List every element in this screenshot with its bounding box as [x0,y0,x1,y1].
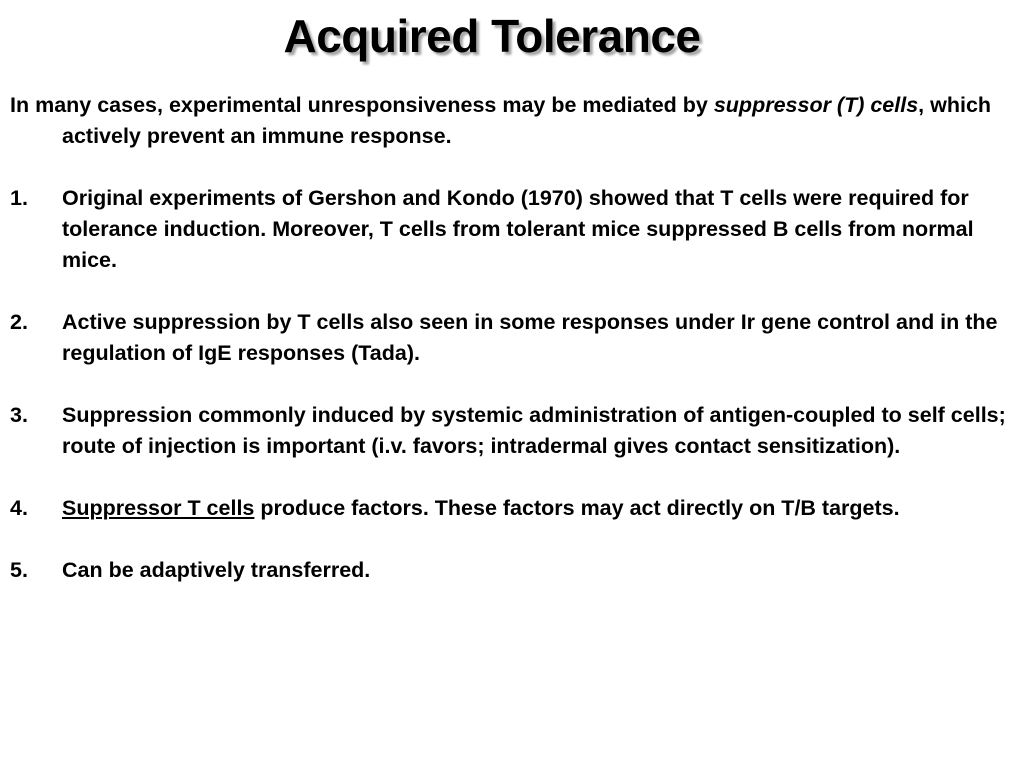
list-item [10,555,1015,586]
list-item-number: 3. [10,403,28,427]
list-item-text: Original experiments of Gershon and Kondo (1970) showed that T cells were required for tolerance induction. Moreover, T cells from tolerant mice suppressed B cells from normal mice. [62,186,974,272]
list-item-text: produce factors. These factors may act directly on T/B targets. [254,496,900,520]
list-item-number: 5. [10,558,28,582]
list-item-number: 1. [10,186,28,210]
list-item-text: Can be adaptively transferred. [62,558,371,582]
intro-text-part2: , which actively prevent an immune response. [62,93,992,148]
intro-italic-term: suppressor (T) cells [713,93,919,117]
slide-title: Acquired Tolerance [283,10,701,62]
intro-paragraph [10,90,1015,152]
list-item [10,493,1015,524]
list-item-text: Suppression commonly induced by systemic administration of antigen-coupled to self cells; route of injection is important (i.v. favors; intradermal gives contact sensitization). [62,403,1006,458]
list-item-number: 4. [10,496,28,520]
list-item [10,307,1015,369]
slide-body [10,90,1015,617]
underlined-term: Suppressor T cells [62,496,255,520]
intro-text-part1: In many cases, experimental unresponsiveness may be mediated by [10,93,714,117]
list-item-text: Active suppression by T cells also seen in some responses under Ir gene control and in the regulation of IgE responses (Tada). [62,310,998,365]
list-item [10,183,1015,276]
list-item [10,400,1015,462]
list-item-number: 2. [10,310,28,334]
